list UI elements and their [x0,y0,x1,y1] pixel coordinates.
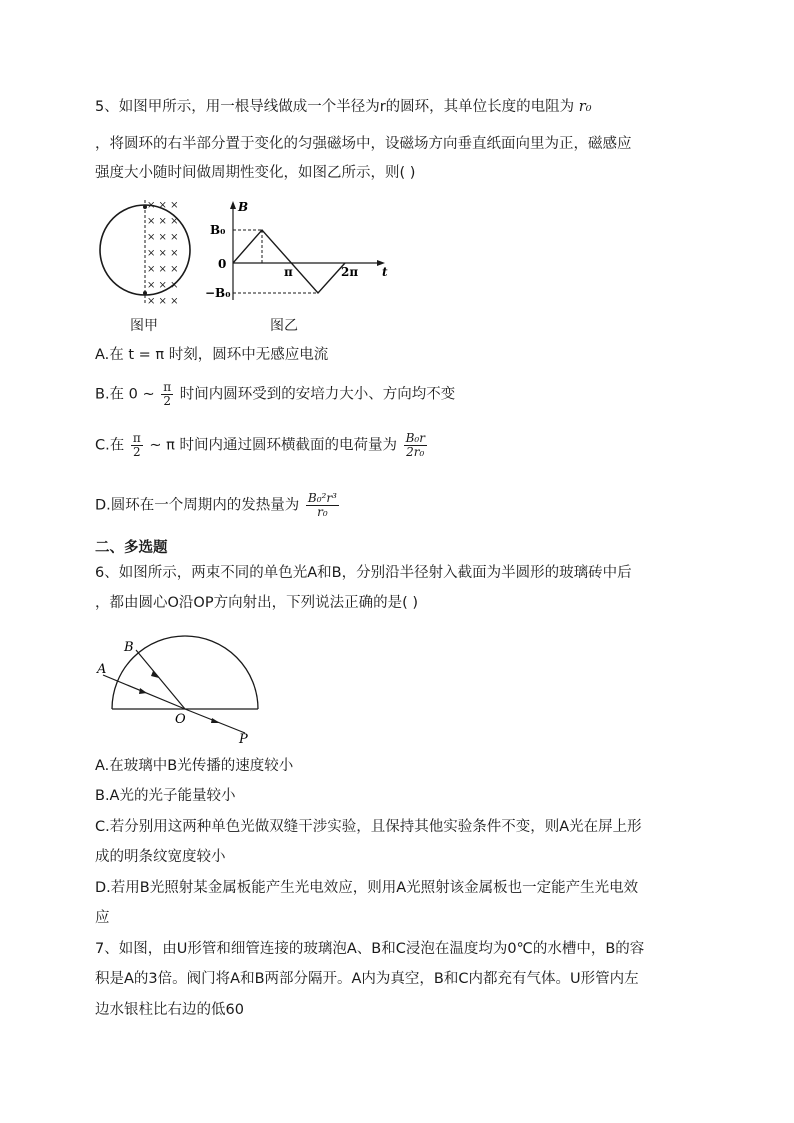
q5-option-b: B.在 0 ~ $\frac{\pi}{2}$ 时间内圆环受到的安培力大小、方向均不变 [95,380,456,408]
q7-line1: 7、如图，由U形管和细管连接的玻璃泡A、B和C浸泡在温度均为0℃的水槽中，B的容 [95,941,645,957]
q5-option-c-fraction1: $\frac{\pi}{2}$ [132,431,141,459]
svg-text:× × ×: × × × [147,296,179,307]
q5-option-c-fraction2: $\frac{\text{B₀r}}{\text{2r₀}}$ [405,431,425,459]
q5-r0: r₀ [578,99,592,115]
q6-line2: ，都由圆心O沿OP方向射出，下列说法正确的是( ) [95,595,418,611]
q6-label-a: A [97,662,107,677]
q5-option-d-fraction: $\frac{\text{B₀²r³}}{\text{r₀}}$ [307,491,337,519]
q5-line1: 5、如图甲所示，用一根导线做成一个半径为r的圆环，其单位长度的电阻为 r₀ [95,99,592,115]
q5-option-d: D.圆环在一个周期内的发热量为 $\frac{\text{B₀²r³}}{\text{r₀}}$ [95,491,337,519]
q5-line3: 强度大小随时间做周期性变化，如图乙所示，则( ) [95,165,416,181]
q7-line3: 边水银柱比右边的低60 [95,1002,244,1018]
graph-neg-b0: −B₀ [205,286,231,300]
svg-text:× × ×: × × × [147,200,179,211]
graph-2pi: 2π [341,265,359,279]
section-heading: 二、多选题 [95,540,168,556]
q5-fig-circle [95,195,205,315]
q6-line1: 6、如图所示，两束不同的单色光A和B，分别沿半径射入截面为半圆形的玻璃砖中后 [95,565,632,581]
svg-text:× × ×: × × × [147,264,179,275]
svg-text:× × ×: × × × [147,232,179,243]
graph-b-label: B [238,200,249,214]
q5-caption-right: 图乙 [270,318,298,334]
graph-b0: B₀ [210,223,226,237]
q6-label-b: B [124,640,134,655]
q6-label-o: O [175,712,186,727]
q6-option-c-line2: 成的明条纹宽度较小 [95,849,226,865]
q6-fig-semicircle [95,625,270,745]
q6-option-c-line1: C.若分别用这两种单色光做双缝干涉实验，且保持其他实验条件不变，则A光在屏上形 [95,819,642,835]
q6-option-b: B.A光的光子能量较小 [95,788,236,804]
graph-zero: 0 [218,257,227,271]
q6-option-d-line1: D.若用B光照射某金属板能产生光电效应，则用A光照射该金属板也一定能产生光电效 [95,880,639,896]
graph-t-label: t [382,265,388,279]
q5-option-c: C.在 $\frac{\pi}{2}$ ~ π 时间内通过圆环横截面的电荷量为 $\frac{\text{B₀r}}{\text{2r₀}}$ [95,431,425,459]
q6-option-a: A.在玻璃中B光传播的速度较小 [95,758,294,774]
q6-option-d-line2: 应 [95,910,110,926]
q5-fig-graph [205,198,395,308]
svg-text:× × ×: × × × [147,280,179,291]
q6-label-p: P [239,732,248,745]
q5-option-a: A.在 t = π 时刻，圆环中无感应电流 [95,347,329,363]
q5-option-b-fraction: $\frac{\pi}{2}$ [163,380,172,408]
svg-text:× × ×: × × × [147,248,179,259]
q5-line2: ，将圆环的右半部分置于变化的匀强磁场中，设磁场方向垂直纸面向里为正，磁感应 [95,136,632,152]
svg-text:× × ×: × × × [147,216,179,227]
q5-caption-left: 图甲 [130,318,158,334]
q7-line2: 积是A的3倍。阀门将A和B两部分隔开。A内为真空，B和C内都充有气体。U形管内左 [95,971,639,987]
graph-pi: π [284,265,293,279]
